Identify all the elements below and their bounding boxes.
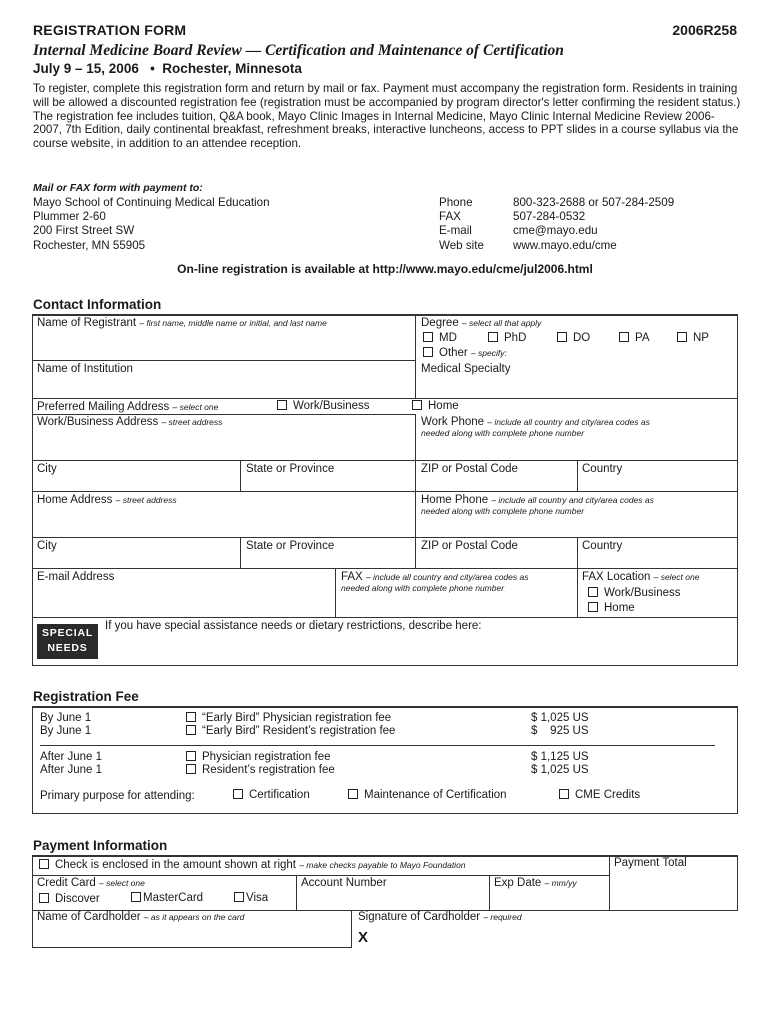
rule: [32, 314, 738, 316]
fax-location-work-option[interactable]: [588, 587, 680, 599]
degree-option-label: DO: [573, 332, 591, 344]
purpose-option-certification[interactable]: [233, 789, 310, 801]
fee-when: By June 1: [40, 712, 92, 724]
rule: [737, 856, 738, 911]
rule: [32, 414, 416, 415]
work-address-field[interactable]: [37, 416, 222, 428]
rule: [32, 537, 738, 538]
signature-field[interactable]: X: [358, 929, 369, 946]
fax-location-home-option[interactable]: [588, 602, 635, 614]
checkbox[interactable]: [186, 764, 196, 774]
checkbox[interactable]: [186, 751, 196, 761]
checkbox[interactable]: [619, 332, 629, 342]
degree-option-label: PA: [635, 332, 650, 344]
degree-other-label: Other: [439, 347, 468, 359]
degree-label: Degree: [421, 317, 459, 329]
degree-option-do[interactable]: [557, 332, 590, 344]
option-label: MasterCard: [143, 892, 204, 904]
checkbox[interactable]: [488, 332, 498, 342]
option-label: Visa: [246, 892, 269, 904]
check-hint: – make checks payable to Mayo Foundation: [299, 860, 466, 870]
rule: [335, 568, 336, 617]
work-phone-hint-continued: needed along with complete phone number: [421, 428, 585, 438]
purpose-label: Primary purpose for attending:: [40, 790, 195, 802]
degree-option-other[interactable]: [423, 347, 507, 359]
contact-section-title: Contact Information: [33, 297, 162, 312]
checkbox[interactable]: [423, 347, 433, 357]
mailing-line: 200 First Street SW: [33, 224, 135, 238]
checkbox[interactable]: [588, 602, 598, 612]
purpose-option-cme[interactable]: [559, 789, 640, 801]
work-city-field[interactable]: City: [37, 463, 57, 475]
fee-desc: “Early Bird” Physician registration fee: [202, 712, 392, 724]
fee-option-physician[interactable]: [186, 751, 330, 763]
mailing-line: Mayo School of Continuing Medical Education: [33, 196, 270, 209]
rule: [32, 856, 33, 948]
rule: [737, 707, 738, 814]
fee-desc: Physician registration fee: [202, 751, 331, 763]
home-address-field[interactable]: [37, 494, 177, 506]
form-title: REGISTRATION FORM: [33, 22, 187, 38]
work-phone-label: Work Phone: [421, 416, 485, 428]
web-label: Web site: [439, 238, 484, 252]
exp-date-hint: – mm/yy: [544, 878, 577, 888]
work-phone-hint: – include all country and city/area codes as: [487, 417, 650, 427]
degree-option-md[interactable]: [423, 332, 457, 344]
degree-option-phd[interactable]: [488, 332, 526, 344]
signature-label: Signature of Cardholder: [358, 911, 481, 923]
home-country-field[interactable]: Country: [582, 540, 623, 552]
exp-date-field[interactable]: [494, 877, 577, 889]
fee-price: $ 1,025 US: [531, 712, 589, 724]
checkbox[interactable]: [39, 893, 49, 903]
checkbox[interactable]: [234, 892, 244, 902]
fax-value: 507-284-0532: [513, 210, 586, 224]
option-label: Discover: [55, 893, 100, 905]
checkbox[interactable]: [186, 712, 196, 722]
email-label: E-mail: [439, 224, 472, 238]
fee-price: $ 1,025 US: [531, 764, 589, 776]
rule: [32, 398, 738, 399]
rule: [351, 910, 352, 948]
work-address-hint: – street address: [161, 417, 223, 427]
fax-location-label-group: [582, 571, 699, 583]
rule: [415, 414, 416, 568]
mailing-label: Mail or FAX form with payment to:: [33, 182, 203, 194]
credit-card-hint: – select one: [99, 878, 145, 888]
checkbox[interactable]: [186, 725, 196, 735]
option-label: CME Credits: [575, 789, 641, 801]
specialty-field[interactable]: Medical Specialty: [421, 363, 511, 375]
rule: [32, 491, 738, 492]
rule: [609, 856, 610, 911]
registrant-name-label: Name of Registrant: [37, 317, 137, 329]
option-label: Work/Business: [293, 400, 370, 412]
registrant-name-field[interactable]: [37, 317, 327, 329]
degree-label-group: [421, 317, 541, 329]
fax-field-hint: – include all country and city/area codes as: [365, 572, 529, 582]
form-code: 2006R258: [672, 22, 737, 38]
fee-when: After June 1: [40, 764, 103, 776]
rule: [489, 875, 490, 910]
mailing-line: Plummer 2-60: [33, 210, 106, 224]
special-needs-field[interactable]: If you have special assistance needs or dietary restrictions, describe here:: [105, 620, 482, 632]
fee-price: $ 1,125 US: [531, 751, 589, 763]
account-number-field[interactable]: Account Number: [301, 877, 387, 889]
cardholder-hint: – as it appears on the card: [143, 912, 245, 922]
card-option-visa[interactable]: [234, 892, 268, 904]
rule: [240, 537, 241, 568]
degree-option-pa[interactable]: [619, 332, 650, 344]
work-state-field[interactable]: State or Province: [246, 463, 335, 475]
checkbox[interactable]: [557, 332, 567, 342]
rule: [32, 813, 738, 814]
preferred-work-option[interactable]: [277, 400, 369, 412]
card-option-mastercard[interactable]: [131, 892, 203, 904]
rule: [32, 947, 352, 948]
checkbox[interactable]: [423, 332, 433, 342]
rule: [577, 460, 578, 491]
check-label: Check is enclosed in the amount shown at right: [55, 859, 296, 871]
rule: [32, 707, 33, 814]
rule: [577, 568, 578, 617]
work-zip-field[interactable]: ZIP or Postal Code: [421, 463, 518, 475]
check-enclosed-option[interactable]: [39, 859, 466, 871]
phone-value: 800-323-2688 or 507-284-2509: [513, 196, 675, 209]
registrant-name-hint: – first name, middle name or initial, and last name: [139, 318, 327, 328]
rule: [296, 875, 297, 910]
course-subtitle: Internal Medicine Board Review — Certification and Maintenance of Certification: [33, 42, 564, 59]
option-label: Maintenance of Certification: [364, 789, 507, 801]
home-address-label: Home Address: [37, 494, 113, 506]
checkbox[interactable]: [39, 859, 49, 869]
home-phone-hint: – include all country and city/area codes as: [491, 495, 654, 505]
checkbox[interactable]: [131, 892, 141, 902]
work-country-field[interactable]: Country: [582, 463, 623, 475]
work-phone-field[interactable]: [421, 416, 650, 428]
checkbox[interactable]: [348, 789, 358, 799]
payment-section-title: Payment Information: [33, 838, 168, 853]
home-phone-field[interactable]: [421, 494, 654, 506]
rule: [32, 706, 738, 708]
degree-option-np[interactable]: [677, 332, 709, 344]
contact-methods-values: [513, 196, 674, 253]
mailing-address: [33, 196, 270, 253]
fee-desc: “Early Bird” Resident’s registration fee: [202, 725, 396, 737]
degree-other-hint: – specify:: [470, 348, 507, 358]
checkbox[interactable]: [233, 789, 243, 799]
home-address-hint: – street address: [115, 495, 177, 505]
email-link[interactable]: cme@mayo.edu: [513, 224, 598, 238]
badge-line: SPECIAL: [41, 627, 94, 639]
checkbox[interactable]: [412, 400, 422, 410]
degree-hint: – select all that apply: [461, 318, 542, 328]
rule: [32, 617, 738, 618]
rule: [32, 360, 416, 361]
fee-section-title: Registration Fee: [33, 689, 139, 704]
badge-line: NEEDS: [47, 642, 88, 654]
preferred-mailing-hint: – select one: [172, 402, 219, 412]
preferred-mailing-label: Preferred Mailing Address: [37, 401, 170, 413]
work-address-label: Work/Business Address: [37, 416, 159, 428]
payment-total-field[interactable]: Payment Total: [614, 857, 687, 869]
fee-when: After June 1: [40, 751, 103, 763]
card-option-discover[interactable]: [39, 893, 100, 905]
course-dateline: July 9 – 15, 2006 • Rochester, Minnesota: [33, 61, 302, 76]
checkbox[interactable]: [277, 400, 287, 410]
intro-paragraph: To register, complete this registration form and return by mail or fax. Payment must accompany the registration form. Residents in training will be allowed a discounted registration fee (registration must be accompanied by program director's letter confirming the resident status.) The registration fee includes tuition, Q&A book, Mayo Clinic Images in Internal Medicine, Mayo Clinic Internal Medicine Review 2006-2007, 7th Edition, daily continental breakfast, refreshment breaks, interactive luncheons, access to PPT slides in a course syllabus via the course website, in addition to an attendee reception.: [33, 82, 741, 151]
rule: [32, 875, 610, 876]
online-registration-note[interactable]: On-line registration is available at http://www.mayo.edu/cme/jul2006.html: [177, 262, 593, 276]
degree-option-label: MD: [439, 332, 457, 344]
degree-option-label: PhD: [504, 332, 527, 344]
credit-card-label-group: [37, 877, 145, 889]
cardholder-name-field[interactable]: [37, 911, 244, 923]
contact-methods-labels: [439, 196, 484, 253]
phone-label: Phone: [439, 196, 473, 209]
fax-field[interactable]: [341, 571, 528, 583]
preferred-home-option[interactable]: [412, 400, 459, 412]
option-label: Work/Business: [604, 587, 681, 599]
home-phone-hint-continued: needed along with complete phone number: [421, 506, 585, 516]
rule: [32, 460, 738, 461]
home-state-field[interactable]: State or Province: [246, 540, 335, 552]
fee-desc: Resident’s registration fee: [202, 764, 335, 776]
rule: [415, 315, 416, 398]
rule: [32, 665, 738, 666]
fee-when: By June 1: [40, 725, 92, 737]
email-address-field[interactable]: E-mail Address: [37, 571, 115, 583]
signature-label-group: [358, 911, 522, 923]
fax-location-hint: – select one: [653, 572, 700, 582]
fax-field-label: FAX: [341, 571, 363, 583]
purpose-option-maintenance[interactable]: [348, 789, 507, 801]
special-needs-badge: [37, 624, 98, 659]
rule: [32, 568, 738, 569]
fax-label: FAX: [439, 210, 461, 224]
rule: [40, 745, 715, 746]
fee-option-early-physician[interactable]: [186, 712, 391, 724]
fee-option-early-resident[interactable]: [186, 725, 395, 737]
home-phone-label: Home Phone: [421, 494, 489, 506]
degree-option-label: NP: [693, 332, 709, 344]
cardholder-label: Name of Cardholder: [37, 911, 141, 923]
option-label: Certification: [249, 789, 310, 801]
signature-hint: – required: [483, 912, 522, 922]
mailing-line: Rochester, MN 55905: [33, 238, 146, 252]
fee-price: $ 925 US: [531, 725, 589, 737]
institution-field[interactable]: Name of Institution: [37, 363, 133, 375]
checkbox[interactable]: [677, 332, 687, 342]
preferred-mailing-label-group: [37, 401, 218, 413]
fee-option-resident[interactable]: [186, 764, 335, 776]
home-zip-field[interactable]: ZIP or Postal Code: [421, 540, 518, 552]
fax-hint-continued: needed along with complete phone number: [341, 583, 505, 593]
credit-card-label: Credit Card: [37, 877, 96, 889]
rule: [240, 460, 241, 491]
option-label: Home: [604, 602, 635, 614]
home-city-field[interactable]: City: [37, 540, 57, 552]
option-label: Home: [428, 400, 459, 412]
exp-date-label: Exp Date: [494, 877, 542, 889]
rule: [577, 537, 578, 568]
checkbox[interactable]: [588, 587, 598, 597]
fax-location-label: FAX Location: [582, 571, 651, 583]
website-link[interactable]: www.mayo.edu/cme: [513, 238, 617, 252]
checkbox[interactable]: [559, 789, 569, 799]
